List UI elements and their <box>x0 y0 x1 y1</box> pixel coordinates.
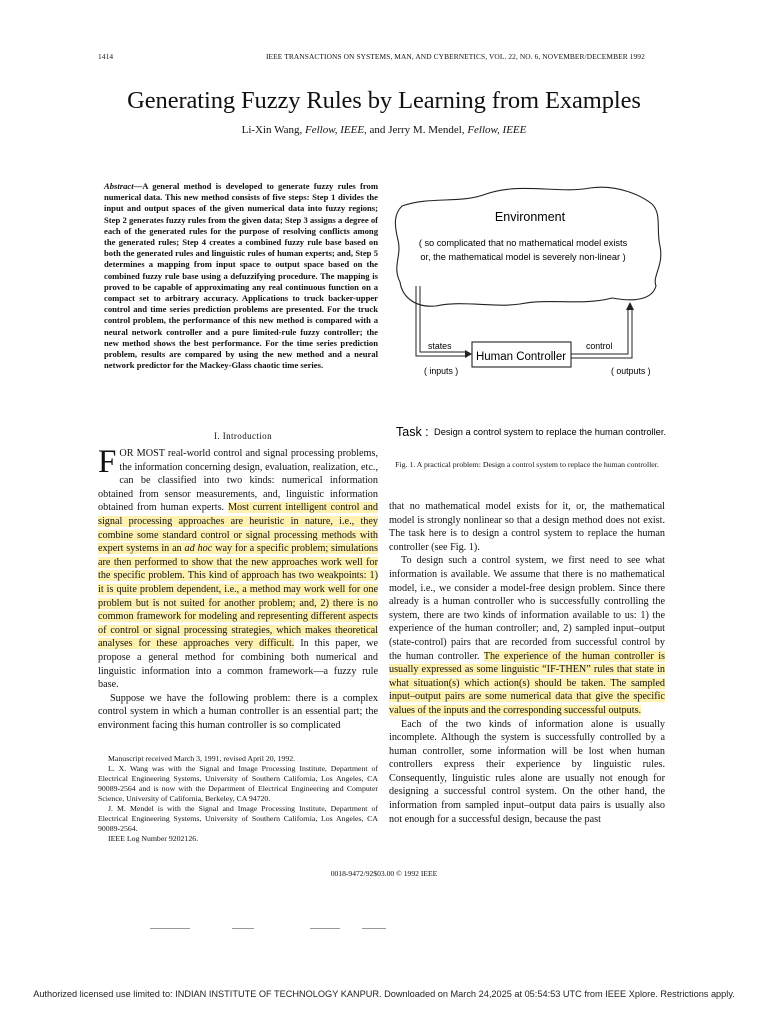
intro-paragraph-1 <box>98 444 378 692</box>
environment-note-1: ( so complicated that no mathematical model exists <box>418 238 628 248</box>
right-paragraph-3: Each of the two kinds of information alone is usually incomplete. Although the system is successfully controlled by a human controller, some information will be lost when human controllers express their experience by linguistic rules. Consequently, linguistic rules alone are usually not enough for designing a successful control system. On the other hand, the information from sampled input–output data pairs is usually also not enough for a successful design, because the past <box>389 718 665 825</box>
task-text: Design a control system to replace the human controller. <box>434 427 667 437</box>
highlighted-adhoc: ad hoc <box>184 543 213 555</box>
author-conjunction: and <box>369 124 386 136</box>
license-footer: Authorized licensed use limited to: INDIAN INSTITUTE OF TECHNOLOGY KANPUR. Downloaded on March 24,2025 at 05:54:53 UTC from IEEE Xplore. Restrictions apply. <box>33 989 735 999</box>
paper-title: Generating Fuzzy Rules by Learning from Examples <box>127 87 641 114</box>
highlighted-text-1: Most current intelligent control and signal processing approaches are heuristic in nature, i.e., they combine some standard control or signal processing methods with expert systems in an <box>98 502 378 555</box>
intro-text-b: In this paper, we propose a general method for combining both numerical and linguistic information into a common framework—a fuzzy rule base. <box>98 638 378 691</box>
environment-note-2: or, the mathematical model is severely non-linear ) <box>420 252 626 262</box>
copyright-line: 0018-9472/92$03.00 © 1992 IEEE <box>330 869 438 878</box>
inputs-label: ( inputs ) <box>424 366 459 376</box>
abstract <box>104 181 378 371</box>
right-paragraph-2 <box>389 554 665 717</box>
author-1: Li-Xin Wang, <box>241 124 303 136</box>
right-paragraph-2-text: To design such a control system, we first need to see what information is available. We assume that there is no mathematical model, i.e., we consider a model-free design problem. Since there already is a human controller who is successfully controlling the system, there are two kinds of information available to us: 1) the experience of the human controller; and, 2) sampled input–output (state-control) pairs that are recorded from successful control by the human controller. <box>389 555 665 662</box>
footnote-wang: L. X. Wang was with the Signal and Image Processing Institute, Department of Electrical Engineering Systems, University of Southern California, Los Angeles, CA 90089-2564 and is now with the Department of Electrical Engineering and Computer Science, University of California, Berkeley, CA 94720. <box>98 764 378 803</box>
control-arrowhead <box>626 302 634 310</box>
abstract-text: A general method is developed to generate fuzzy rules from numerical data. This new method consists of five steps: Step 1 divides the input and output spaces of the given numerical data into fuzzy regions; Step 2 generates fuzzy rules from the given data; Step 3 assigns a degree of each of the generated rules for the purpose of resolving conflicts among the generated rules; Step 4 creates a combined fuzzy rule base based on both the generated rules and linguistic rules of human experts; and, Step 5 determines a mapping from input space to output space based on the combined fuzzy rule base using a defuzzifying procedure. The mapping is proved to be capable of approximating any real continuous function on a compact set to arbitrary accuracy. Applications to truck backer-upper control and time series prediction problems are presented. For the truck control problem, the performance of this new method is compared with a neural network controller and a pure limited-rule fuzzy controller; the new method shows the best performance. For the time series prediction problem, results are compared by using the new method and a neural network predictor for the Mackey-Glass chaotic time series. <box>104 181 378 371</box>
running-head: IEEE TRANSACTIONS ON SYSTEMS, MAN, AND CYBERNETICS, VOL. 22, NO. 6, NOVEMBER/DECEMBER 1992 <box>266 52 645 61</box>
states-arrowhead <box>465 350 472 358</box>
left-column-body <box>98 444 378 732</box>
task-label: Task : <box>396 425 429 439</box>
footnote-log: IEEE Log Number 9202126. <box>108 834 199 843</box>
figure-1 <box>390 174 670 440</box>
figure-1-caption: Fig. 1. A practical problem: Design a control system to replace the human controller. <box>395 460 659 469</box>
intro-paragraph-2: Suppose we have the following problem: there is a complex control system in which a human controller is an essential part; the environment facing this human controller is so complicated <box>98 692 378 731</box>
scan-artifact-dashes <box>150 928 400 930</box>
right-column-body <box>389 500 665 826</box>
footnotes <box>98 754 378 844</box>
highlighted-text-2: way for a specific problem; simulations are then performed to show that the new approaches work well for the specific problem. This kind of approach has two weakpoints: 1) it is quite problem dependent, i.e., a method may work well for one problem but is not suited for another problem; and, 2) there is no common framework for modeling and representing different aspects of control or signal processing strategies, which makes theoretical analyses for these approaches very difficult. <box>98 543 378 650</box>
author-line <box>0 124 768 136</box>
human-controller-label: Human Controller <box>475 351 567 363</box>
environment-label: Environment <box>494 210 566 224</box>
intro-text-a: OR MOST real-world control and signal processing problems, the information concerning design, evaluation, realization, etc., can be classified into two kinds: numerical information obtained from sensor measurements, and, linguistic information obtained from human experts. <box>98 448 378 514</box>
author-1-affiliation: Fellow, IEEE, <box>304 124 367 136</box>
author-2-affiliation: Fellow, IEEE <box>467 124 527 136</box>
drop-cap: F <box>98 444 117 480</box>
footnote-received: Manuscript received March 3, 1991, revised April 20, 1992. <box>108 754 296 763</box>
abstract-label: Abstract— <box>104 181 143 191</box>
author-2: Jerry M. Mendel, <box>388 124 465 136</box>
footnote-mendel: J. M. Mendel is with the Signal and Image Processing Institute, Department of Electrical Engineering Systems, University of Southern California, Los Angeles, CA 90089-2564. <box>98 804 378 833</box>
outputs-label: ( outputs ) <box>611 366 651 376</box>
control-label: control <box>586 341 613 351</box>
right-paragraph-1: that no mathematical model exists for it, or, the mathematical model is strongly nonlinear so that a design method does not exist. The task here is to design a control system to replace the human controller (see Fig. 1). <box>389 501 665 553</box>
states-label: states <box>428 341 452 351</box>
figure-1-diagram <box>390 174 670 440</box>
page-number: 1414 <box>98 52 114 61</box>
section-heading-introduction: I. Introduction <box>214 431 272 441</box>
highlighted-text-3: The experience of the human controller is usually expressed as some linguistic “IF-THEN” rules that state in what situation(s) which action(s) should be taken. The sampled input–output pairs are some numerical data that give the specific values of the inputs and the corresponding successful outputs. <box>389 650 665 716</box>
